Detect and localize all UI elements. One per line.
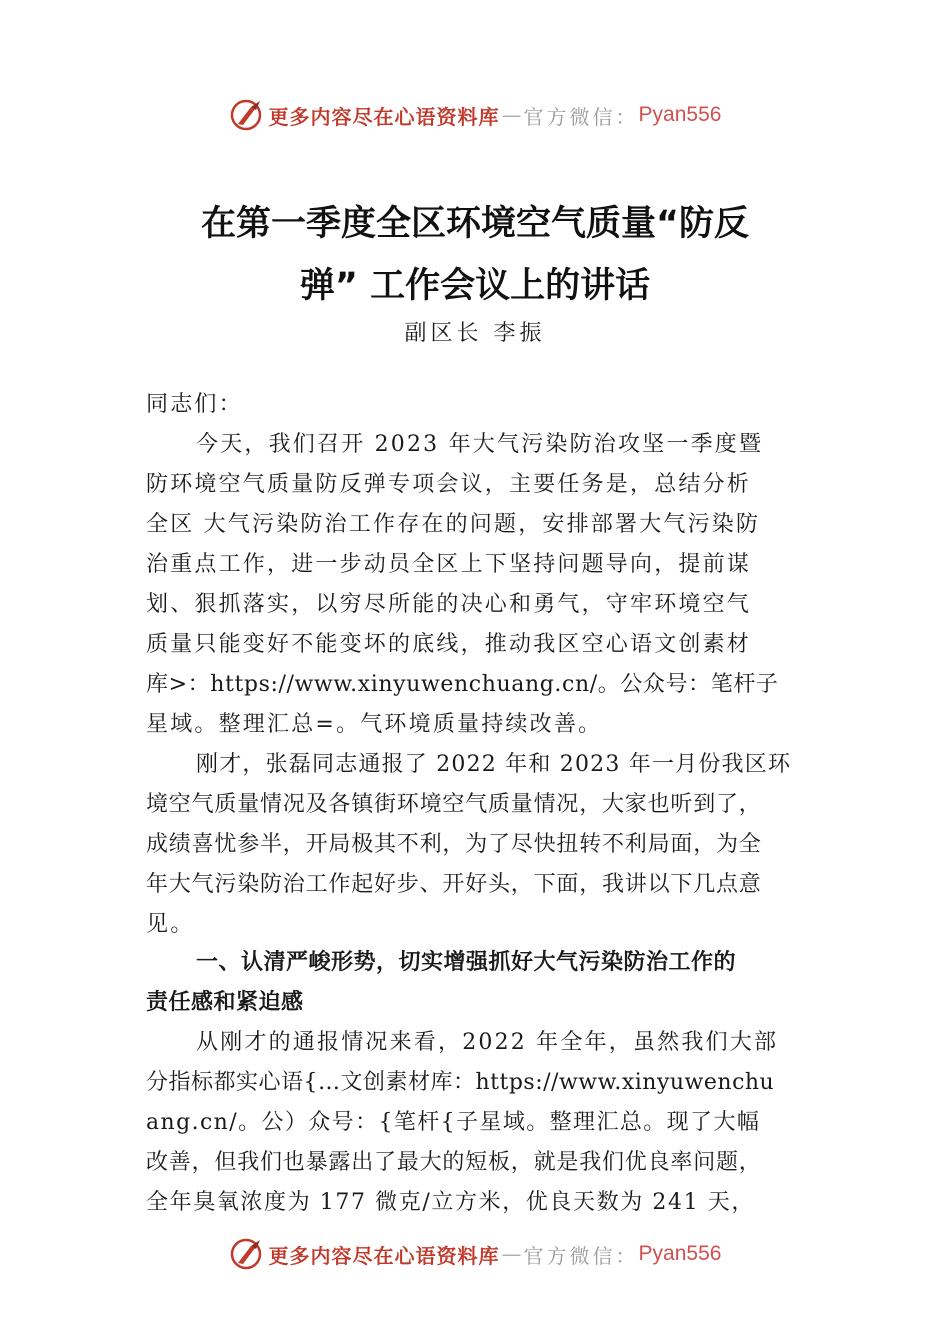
banner-brand-text: 更多内容尽在心语资料库	[268, 1243, 500, 1268]
banner-dash: —	[501, 103, 522, 127]
watermark-banner-bottom	[0, 1232, 950, 1276]
body-line: 今天，我们召开 2023 年大气污染防治攻坚一季度暨	[196, 432, 764, 457]
body-line: 库>：https://www.xinyuwenchuang.cn/。公众号：笔杆子	[146, 672, 779, 697]
body-line: 分指标都实心语{…文创素材库：https://www.xinyuwenchu	[146, 1070, 775, 1095]
banner-wechat-label: 官方微信：	[523, 104, 639, 129]
banner-wechat-id: Pyan556	[638, 1242, 722, 1265]
body-line: 从刚才的通报情况来看，2022 年全年，虽然我们大部	[196, 1030, 779, 1055]
section-heading-1: 一、认清严峻形势，切实增强抓好大气污染防治工作的	[196, 950, 737, 975]
body-line: 年大气污染防治工作起好步、开好头，下面，我讲以下几点意	[146, 872, 762, 897]
document-title-line-1: 在第一季度全区环境空气质量“防反	[200, 204, 749, 244]
section-heading-1-cont: 责任感和紧迫感	[146, 990, 304, 1015]
banner-wechat-label: 官方微信：	[523, 1243, 639, 1268]
document-title-line-2: 弹” 工作会议上的讲话	[299, 266, 651, 306]
body-line: 全年臭氧浓度为 177 微克/立方米，优良天数为 241 天，	[146, 1190, 755, 1215]
body-line: 划、狠抓落实，以穷尽所能的决心和勇气，守牢环境空气	[146, 592, 752, 617]
speaker-byline: 副区长 李振	[404, 321, 546, 346]
quill-logo-icon	[229, 1236, 265, 1272]
body-line: 成绩喜忧参半，开局极其不利，为了尽快扭转不利局面，为全	[146, 832, 762, 857]
body-line: 改善，但我们也暴露出了最大的短板，就是我们优良率问题，	[146, 1150, 762, 1175]
banner-wechat-id: Pyan556	[638, 103, 722, 126]
body-line: ang.cn/。公）众号：{笔杆{子星域。整理汇总。现了大幅	[146, 1110, 761, 1135]
banner-dash: —	[501, 1242, 522, 1266]
watermark-banner-top	[0, 93, 950, 137]
body-line: 境空气质量情况及各镇街环境空气质量情况，大家也听到了，	[146, 792, 762, 817]
body-line: 防环境空气质量防反弹专项会议，主要任务是，总结分析	[146, 472, 752, 497]
body-line: 见。	[146, 912, 195, 937]
body-line: 星域。整理汇总=。气环境质量持续改善。	[146, 712, 603, 737]
body-line: 质量只能变好不能变坏的底线，推动我区空心语文创素材	[146, 632, 752, 657]
body-line: 全区 大气污染防治工作存在的问题，安排部署大气污染防	[146, 512, 761, 537]
body-line: 治重点工作，进一步动员全区上下坚持问题导向，提前谋	[146, 552, 752, 577]
quill-logo-icon	[229, 97, 265, 133]
banner-brand-text: 更多内容尽在心语资料库	[268, 104, 500, 129]
salutation: 同志们：	[146, 392, 243, 417]
body-line: 刚才，张磊同志通报了 2022 年和 2023 年一月份我区环	[196, 752, 792, 777]
